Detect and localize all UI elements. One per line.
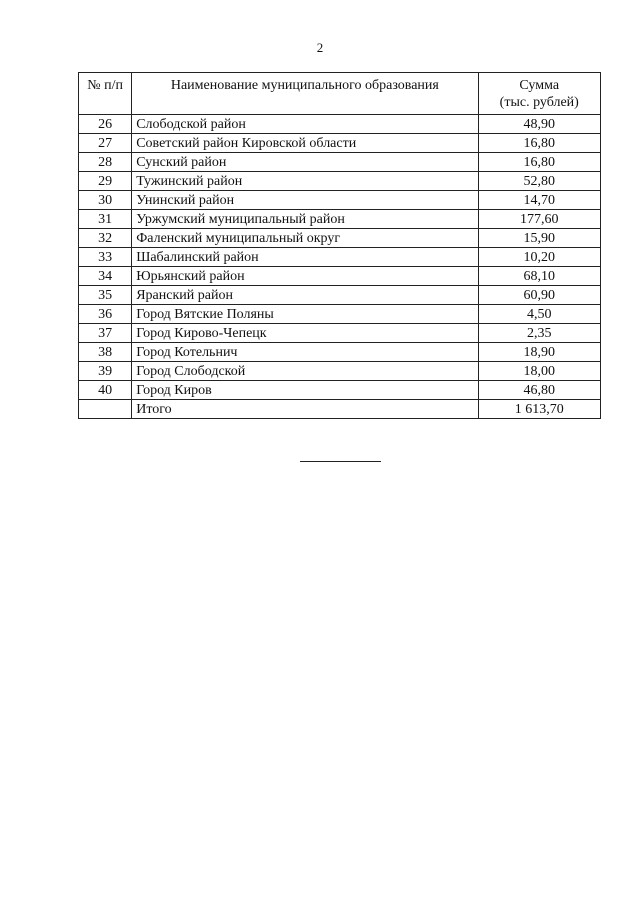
table-body <box>79 115 601 419</box>
row-number: 33 <box>79 248 132 267</box>
row-number: 31 <box>79 210 132 229</box>
row-number: 40 <box>79 381 132 400</box>
row-number: 34 <box>79 267 132 286</box>
row-municipality-name: Шабалинский район <box>132 248 478 267</box>
row-number: 27 <box>79 134 132 153</box>
row-municipality-name: Тужинский район <box>132 172 478 191</box>
row-sum: 52,80 <box>478 172 600 191</box>
row-municipality-name: Яранский район <box>132 286 478 305</box>
table-row <box>79 324 601 343</box>
row-sum: 2,35 <box>478 324 600 343</box>
header-municipality-name: Наименование муниципального образования <box>132 73 478 115</box>
row-number: 30 <box>79 191 132 210</box>
row-municipality-name: Город Киров <box>132 381 478 400</box>
row-sum: 68,10 <box>478 267 600 286</box>
table-row <box>79 362 601 381</box>
row-municipality-name: Унинский район <box>132 191 478 210</box>
table-row <box>79 305 601 324</box>
header-number: № п/п <box>79 73 132 115</box>
table-row <box>79 286 601 305</box>
table-row <box>79 381 601 400</box>
row-municipality-name: Город Кирово-Чепецк <box>132 324 478 343</box>
row-sum: 46,80 <box>478 381 600 400</box>
row-municipality-name: Город Котельнич <box>132 343 478 362</box>
row-number: 35 <box>79 286 132 305</box>
table-row <box>79 267 601 286</box>
table-total-row <box>79 400 601 419</box>
row-sum: 15,90 <box>478 229 600 248</box>
row-municipality-name: Город Вятские Поляны <box>132 305 478 324</box>
row-number: 32 <box>79 229 132 248</box>
total-sum: 1 613,70 <box>478 400 600 419</box>
row-number: 39 <box>79 362 132 381</box>
table-row <box>79 343 601 362</box>
table-row <box>79 248 601 267</box>
header-sum-unit: (тыс. рублей) <box>499 95 579 110</box>
table-row <box>79 229 601 248</box>
row-municipality-name: Сунский район <box>132 153 478 172</box>
table-row <box>79 172 601 191</box>
municipal-sums-table <box>78 72 601 419</box>
row-municipality-name: Фаленский муниципальный округ <box>132 229 478 248</box>
row-sum: 18,90 <box>478 343 600 362</box>
row-sum: 177,60 <box>478 210 600 229</box>
table-row <box>79 191 601 210</box>
table-header-row <box>79 73 601 115</box>
row-sum: 10,20 <box>478 248 600 267</box>
row-municipality-name: Город Слободской <box>132 362 478 381</box>
header-sum-title: Сумма <box>519 78 560 93</box>
table-row <box>79 134 601 153</box>
row-sum: 16,80 <box>478 134 600 153</box>
row-municipality-name: Советский район Кировской области <box>132 134 478 153</box>
row-number: 38 <box>79 343 132 362</box>
table-row <box>79 115 601 134</box>
row-sum: 4,50 <box>478 305 600 324</box>
row-sum: 14,70 <box>478 191 600 210</box>
row-municipality-name: Уржумский муниципальный район <box>132 210 478 229</box>
row-number: 28 <box>79 153 132 172</box>
row-sum: 16,80 <box>478 153 600 172</box>
row-number: 29 <box>79 172 132 191</box>
table-row <box>79 153 601 172</box>
row-municipality-name: Слободской район <box>132 115 478 134</box>
row-number: 36 <box>79 305 132 324</box>
table-row <box>79 210 601 229</box>
total-number <box>79 400 132 419</box>
row-sum: 18,00 <box>478 362 600 381</box>
row-number: 37 <box>79 324 132 343</box>
total-label: Итого <box>132 400 478 419</box>
page-number: 2 <box>316 40 324 55</box>
row-municipality-name: Юрьянский район <box>132 267 478 286</box>
row-sum: 60,90 <box>478 286 600 305</box>
row-number: 26 <box>79 115 132 134</box>
header-sum <box>478 73 600 115</box>
end-of-document-line <box>300 461 381 462</box>
row-sum: 48,90 <box>478 115 600 134</box>
